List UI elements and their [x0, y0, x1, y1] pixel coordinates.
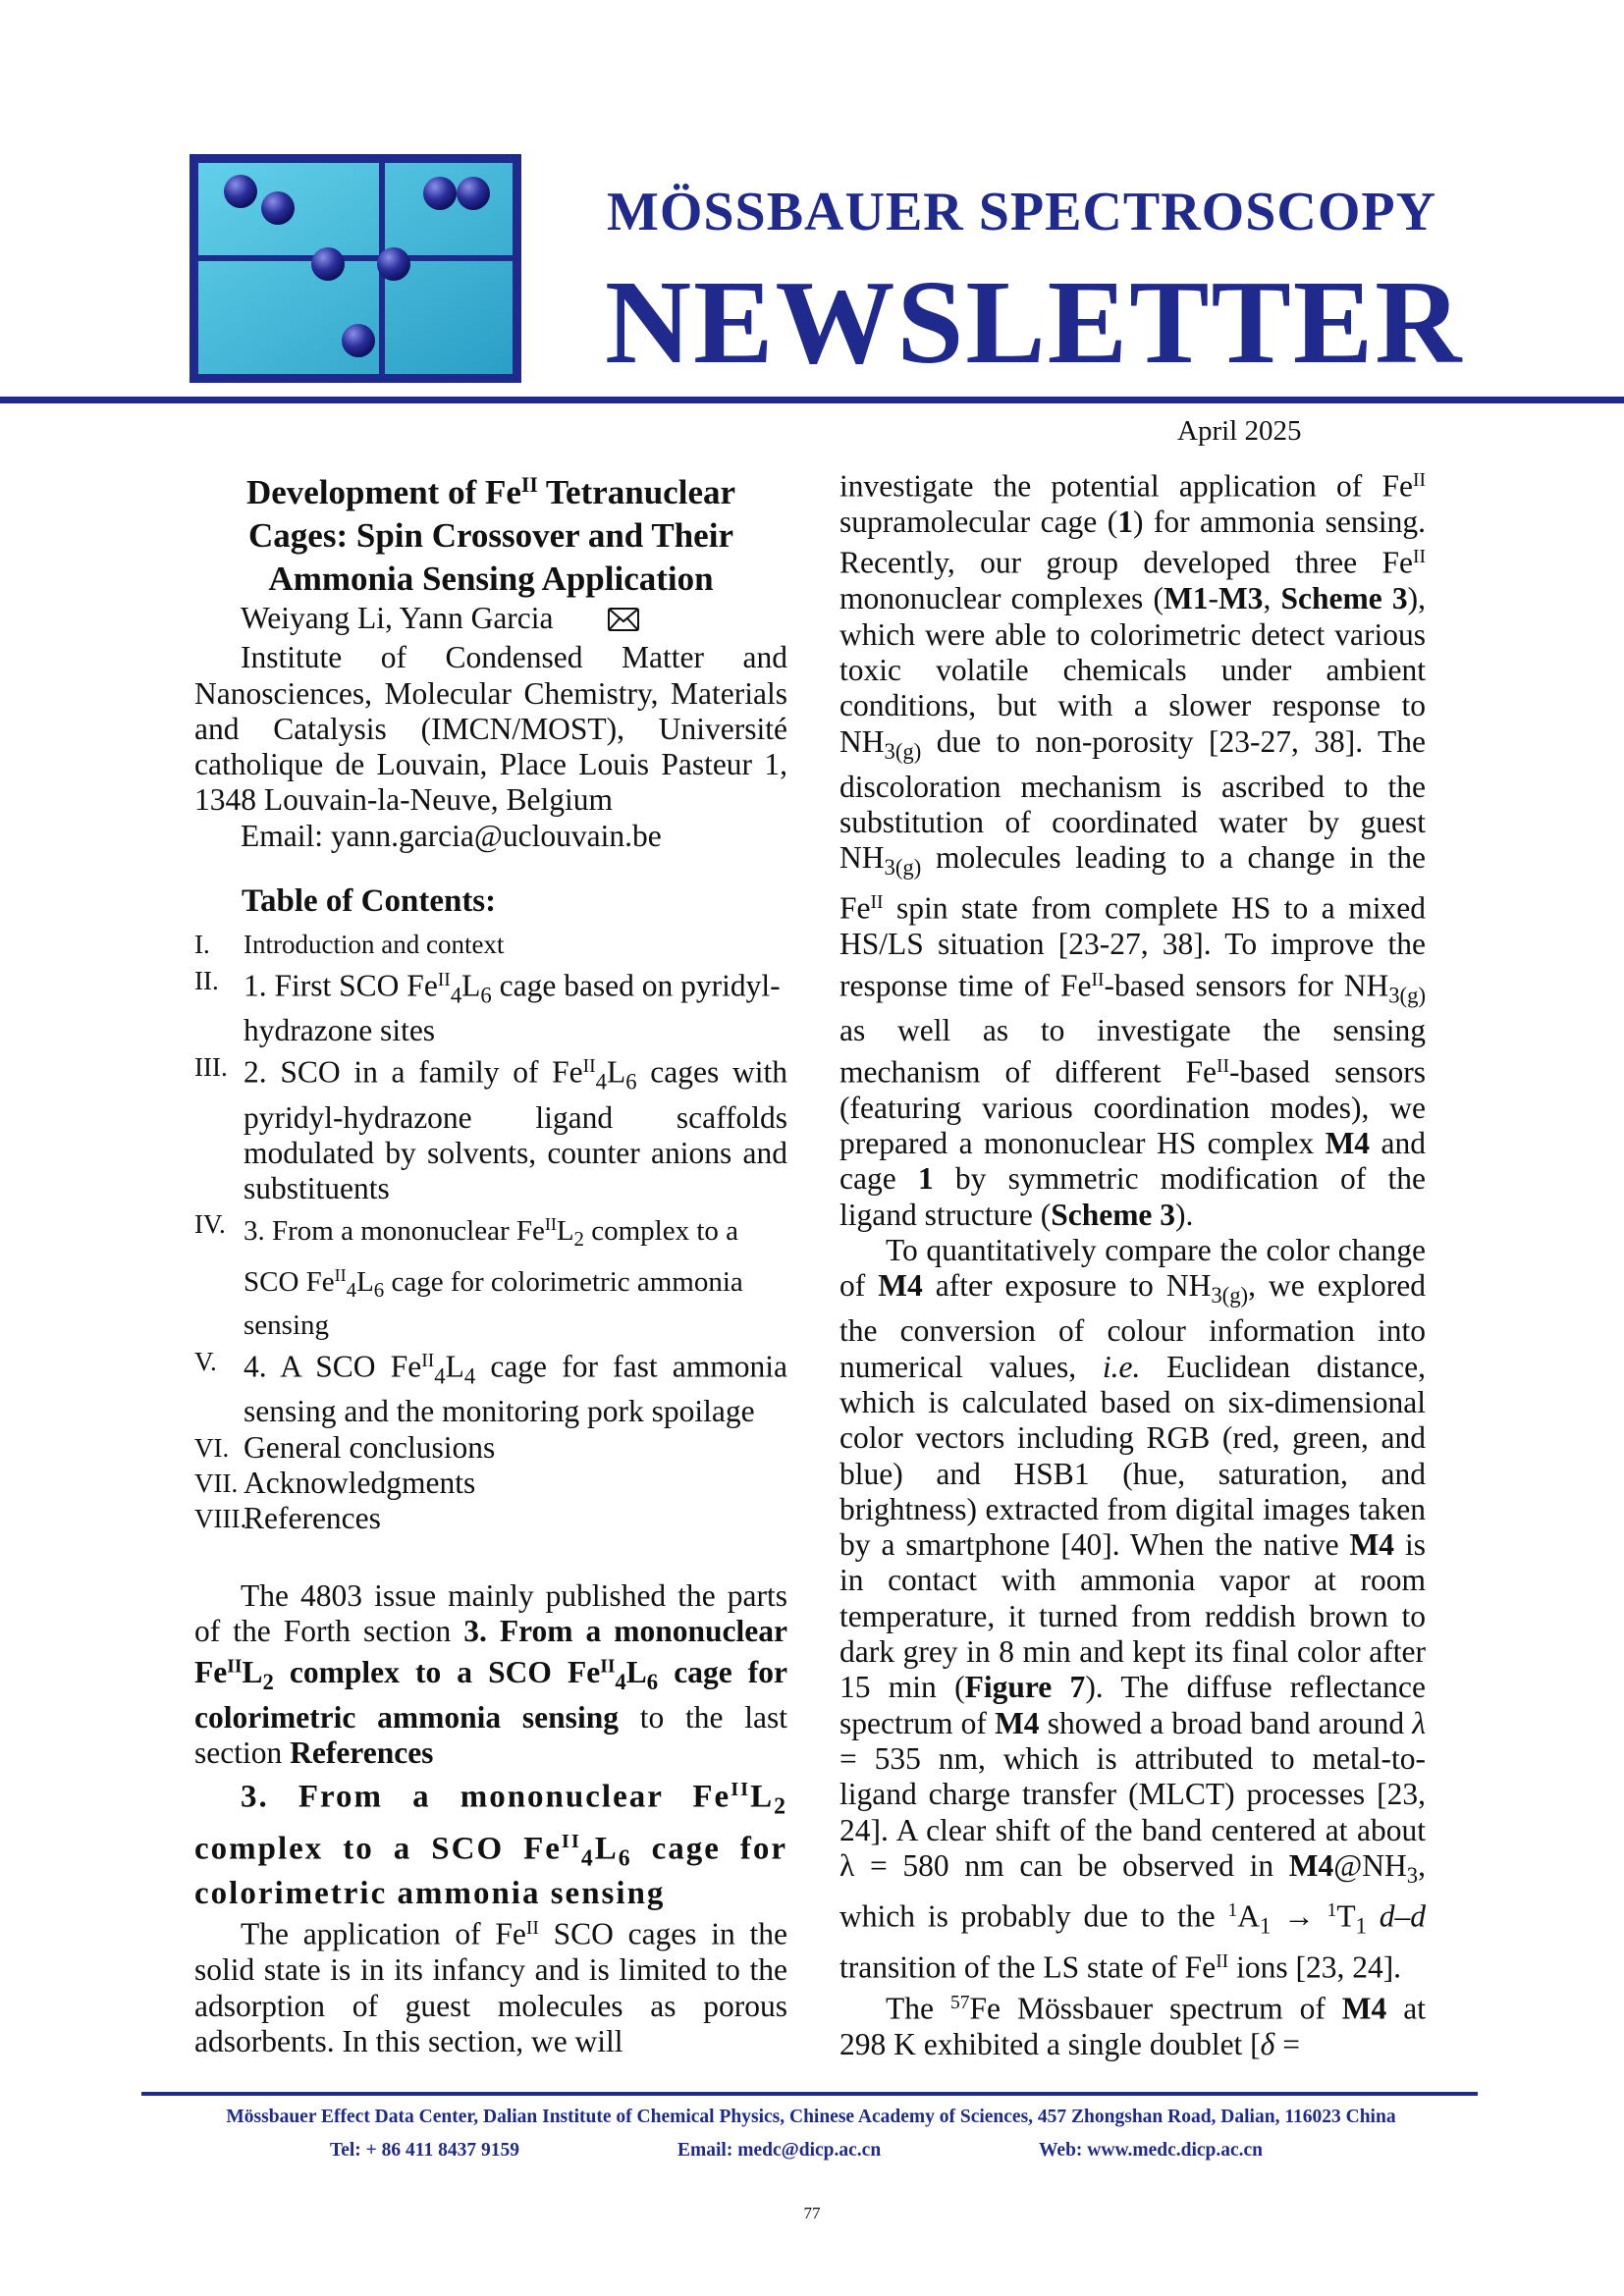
left-column [194, 463, 787, 2059]
right-column [839, 463, 1426, 2062]
page-number: 77 [803, 2204, 821, 2222]
body-paragraph: The application of $Fe^{II}$ SCO cages in the solid state is in its infancy and is limited to the adsorption of guest molecules as porous adsorbents. In this section, we will [194, 1917, 787, 2058]
toc-item[interactable]: II. 1. First SCO $Fe^{II}_4L_6$ cage based on pyridyl-hydrazone sites [194, 965, 781, 1048]
toc-item[interactable]: IV. 3. From a mononuclear $Fe^{II}L_2$ complex to a SCO $Fe^{II}_4L_6$ cage for colorimetric ammonia sensing [194, 1209, 743, 1342]
body-paragraph: To quantitatively compare the color change of M4 after exposure to $NH_{3(g)}$, we explored the conversion of colour information into numerical values, i.e. Euclidean distance, which is calculated based on six-dimensional color vectors including RGB (red, green, and blue) and HSB1 (hue, saturation, and brightness) extracted from digital images taken by a smartphone [40]. When the native M4 is in contact with ammonia vapor at room temperature, it turned from reddish brown to dark grey in 8 min and kept its final color after 15 min (Figure 7). The diffuse reflectance spectrum of M4 showed a broad band around λ = 535 nm, which is attributed to metal-to-ligand charge transfer (MLCT) processes [23, 24]. A clear shift of the band centered at about λ = 580 nm can be observed in $M4@NH_3$, which is probably due to the $^1A_1 \to ^1T_1$ d–d transition of the LS state of $Fe^{II}$ ions [23, 24]. [839, 1233, 1427, 1985]
article-authors: Weiyang Li, Yann Garcia [194, 601, 787, 640]
footer-telephone: Tel: + 86 411 8437 9159 [330, 2140, 519, 2161]
footer-rule [141, 2092, 1478, 2096]
article-title: Development of $Fe^{II}$ Tetranuclear Cages: Spin Crossover and Their Ammonia Sensing Application [245, 472, 736, 598]
section-3-heading: 3. From a mononuclear $Fe^{II}L_2$ complex to a SCO $Fe^{II}_4L_6$ cage for colorimetric ammonia sensing [194, 1778, 787, 1912]
toc-item[interactable]: VII. Acknowledgments [194, 1466, 476, 1500]
table-of-contents [194, 927, 787, 1536]
toc-heading: Table of Contents: [242, 883, 497, 919]
body-paragraph: investigate the potential application of $Fe^{II}$ supramolecular cage (1) for ammonia sensing. Recently, our group developed three $Fe^{II}$ mononuclear complexes (M1-M3, Scheme 3), which were able to colorimetric detect various toxic volatile chemicals under ambient conditions, but with a slower response to $NH_{3(g)}$ due to non-porosity [23-27, 38]. The discoloration mechanism is ascribed to the substitution of coordinated water by guest $NH_{3(g)}$ molecules leading to a change in the $Fe^{II}$ spin state from complete HS to a mixed HS/LS situation [23-27, 38]. To improve the response time of $Fe^{II}$-based sensors for $NH_{3(g)}$ as well as to investigate the sensing mechanism of different $Fe^{II}$-based sensors (featuring various coordination modes), we prepared a mononuclear HS complex M4 and cage 1 by symmetric modification of the ligand structure (Scheme 3). [839, 468, 1426, 1232]
masthead-title: MÖSSBAUER SPECTROSCOPY [607, 182, 1437, 242]
footer-email[interactable]: Email: medc@dicp.ac.cn [677, 2140, 882, 2161]
toc-item[interactable]: III. 2. SCO in a family of $Fe^{II}_4L_6$ cages with pyridyl-hydrazone ligand scaffolds modulated by solvents, counter anions and substituents [194, 1051, 787, 1206]
article-email[interactable]: Email: yann.garcia@uclouvain.be [241, 818, 662, 853]
header-rule [0, 397, 1624, 403]
toc-item[interactable]: VI. General conclusions [194, 1429, 496, 1465]
footer-website[interactable]: Web: www.medc.dicp.ac.cn [1039, 2140, 1264, 2161]
issue-date: April 2025 [1177, 415, 1302, 447]
molecule-grid-logo-icon [189, 154, 521, 383]
toc-item[interactable]: V. 4. A SCO $Fe^{II}_4L_4$ cage for fast ammonia sensing and the monitoring pork spoilage [194, 1346, 787, 1429]
toc-item[interactable]: VIII. References [194, 1501, 381, 1536]
body-paragraph: The $^{57}$Fe Mössbauer spectrum of M4 at 298 K exhibited a single doublet [δ = [839, 1991, 1426, 2061]
envelope-icon[interactable] [561, 605, 640, 640]
masthead-newsletter: NEWSLETTER [605, 256, 1464, 389]
toc-item[interactable]: I. Introduction and context [194, 930, 505, 960]
footer-address: Mössbauer Effect Data Center, Dalian Institute of Chemical Physics, Chinese Academy of Sciences, 457 Zhongshan Road, Dalian, 116023 China [226, 2107, 1396, 2127]
issue-note: The 4803 issue mainly published the parts of the Forth section 3. From a mononuclear $Fe^{II}L_2$ complex to a SCO $Fe^{II}_4L_6$ cage for colorimetric ammonia sensing to the last section References [194, 1577, 788, 1771]
article-affiliation: Institute of Condensed Matter and Nanosciences, Molecular Chemistry, Materials and Catalysis (IMCN/MOST), Université catholique de Louvain, Place Louis Pasteur 1, 1348 Louvain-la-Neuve, Belgium [194, 640, 787, 818]
newsletter-logo [189, 154, 521, 383]
